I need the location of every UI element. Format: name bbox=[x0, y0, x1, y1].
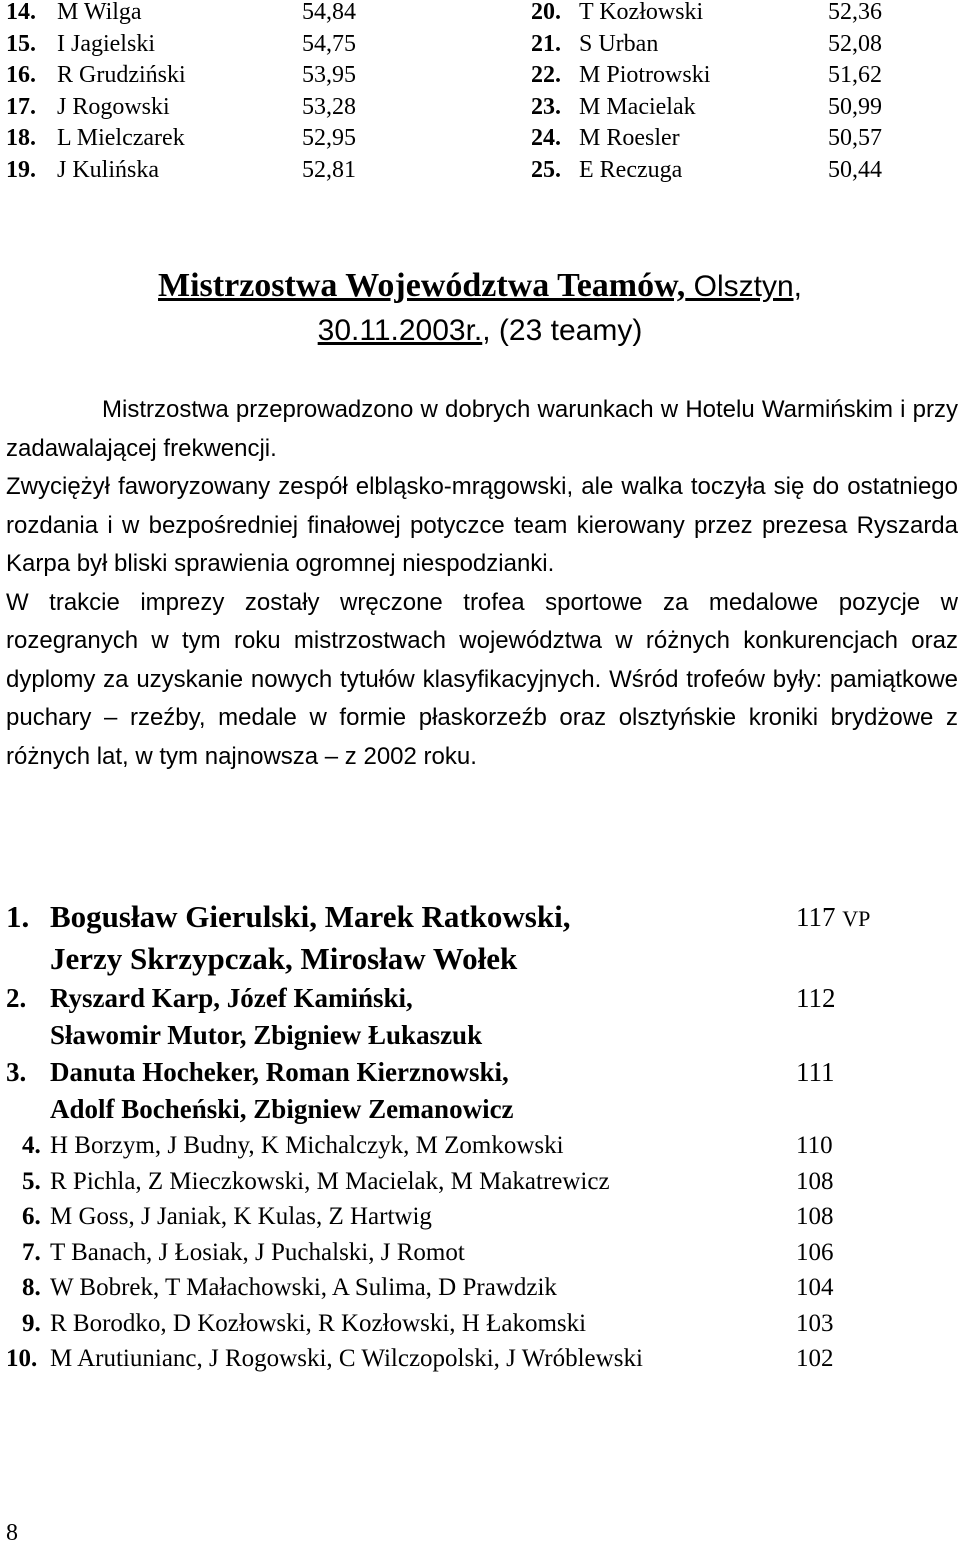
player-name: E Reczuga bbox=[579, 156, 683, 183]
result-row bbox=[6, 1054, 946, 1091]
player-name: M Wilga bbox=[57, 0, 142, 25]
score: 112 bbox=[796, 983, 836, 1013]
result-row bbox=[6, 1199, 946, 1235]
heading-city: Olsztyn, bbox=[685, 270, 802, 303]
team-names: Sławomir Mutor, Zbigniew Łukaszuk bbox=[50, 1020, 483, 1050]
result-row bbox=[6, 1341, 946, 1377]
score: 108 bbox=[796, 1167, 834, 1195]
result-row-continuation bbox=[6, 1017, 946, 1054]
rank: 20. bbox=[531, 0, 561, 25]
rank: 23. bbox=[531, 93, 561, 120]
score bbox=[796, 896, 870, 940]
rank: 7. bbox=[22, 1238, 41, 1266]
rank: 15. bbox=[6, 30, 36, 57]
score: 110 bbox=[796, 1132, 833, 1159]
team-names: Adolf Bocheński, Zbigniew Zemanowicz bbox=[50, 1094, 514, 1124]
score: 108 bbox=[796, 1203, 834, 1230]
top-results-row bbox=[6, 155, 936, 187]
player-name: S Urban bbox=[579, 30, 659, 57]
rank: 4. bbox=[22, 1132, 41, 1159]
player-name: J Kulińska bbox=[57, 156, 159, 183]
score: 50,99 bbox=[828, 93, 882, 120]
score: 52,08 bbox=[828, 30, 882, 57]
score: 102 bbox=[796, 1345, 834, 1372]
section-heading bbox=[0, 264, 960, 309]
team-names: Jerzy Skrzypczak, Mirosław Wołek bbox=[50, 941, 518, 976]
score: 52,81 bbox=[302, 156, 356, 183]
heading-date: 30.11.2003r. bbox=[317, 314, 483, 347]
result-row-continuation bbox=[6, 938, 946, 980]
player-name: I Jagielski bbox=[57, 30, 155, 57]
article-body bbox=[6, 391, 958, 776]
score: 103 bbox=[796, 1309, 834, 1337]
score: 50,57 bbox=[828, 125, 882, 151]
top-results-row bbox=[6, 60, 936, 92]
paragraph: Zwyciężył faworyzowany zespół elbląsko-mrągowski, ale walka toczyła się do ostatniego rozdania i w bezpośredniej finałowej potyczce team kierowany przez prezesa Ryszarda Karpa był bliski sprawienia ogromnej niespodzianki. bbox=[6, 473, 958, 577]
top-results-row bbox=[6, 29, 936, 61]
player-name: R Grudziński bbox=[57, 62, 186, 88]
section-heading-date bbox=[0, 309, 960, 353]
rank: 17. bbox=[6, 93, 36, 120]
result-row bbox=[6, 1306, 946, 1342]
score-unit: VP bbox=[842, 906, 871, 931]
player-name: M Piotrowski bbox=[579, 62, 711, 88]
score: 52,95 bbox=[302, 125, 356, 151]
rank: 21. bbox=[531, 30, 561, 57]
score: 54,84 bbox=[302, 0, 356, 25]
rank: 14. bbox=[6, 0, 36, 25]
result-row bbox=[6, 980, 946, 1017]
rank: 18. bbox=[6, 125, 36, 151]
rank: 3. bbox=[6, 1057, 27, 1087]
team-names: Ryszard Karp, Józef Kamiński, bbox=[50, 983, 413, 1013]
rank: 2. bbox=[6, 983, 27, 1013]
page-number: 8 bbox=[6, 1520, 18, 1546]
player-name: J Rogowski bbox=[57, 93, 170, 120]
team-names: M Goss, J Janiak, K Kulas, Z Hartwig bbox=[50, 1203, 432, 1230]
rank: 19. bbox=[6, 156, 36, 183]
score: 53,28 bbox=[302, 93, 356, 120]
score: 106 bbox=[796, 1238, 834, 1266]
result-row bbox=[6, 1235, 946, 1271]
rank: 25. bbox=[531, 156, 561, 183]
team-results-list bbox=[6, 896, 946, 1377]
result-row-continuation bbox=[6, 1091, 946, 1128]
team-names: M Arutiunianc, J Rogowski, C Wilczopolski, J Wróblewski bbox=[50, 1345, 643, 1372]
player-name: M Roesler bbox=[579, 125, 680, 151]
player-name: M Macielak bbox=[579, 93, 696, 120]
team-names: R Pichla, Z Mieczkowski, M Macielak, M Makatrewicz bbox=[50, 1167, 610, 1195]
team-names: Bogusław Gierulski, Marek Ratkowski, bbox=[50, 899, 571, 934]
score: 52,36 bbox=[828, 0, 882, 25]
player-name: L Mielczarek bbox=[57, 125, 185, 151]
rank: 1. bbox=[6, 899, 30, 934]
score: 53,95 bbox=[302, 62, 356, 88]
player-name: T Kozłowski bbox=[579, 0, 704, 25]
heading-title: Mistrzostwa Województwa Teamów, bbox=[158, 267, 686, 304]
paragraph: W trakcie imprezy zostały wręczone trofea sportowe za medalowe pozycje w rozegranych w tym roku mistrzostwach województwa w różnych konkurencjach oraz dyplomy za uzyskanie nowych tytułów klasyfikacyjnych. Wśród trofeów były: pamiątkowe puchary – rzeźby, medale w formie płaskorzeźb oraz olsztyńskie kroniki brydżowe z różnych lat, w tym najnowsza – z 2002 roku. bbox=[6, 588, 958, 770]
score: 104 bbox=[796, 1274, 834, 1301]
team-names: T Banach, J Łosiak, J Puchalski, J Romot bbox=[50, 1238, 465, 1266]
rank: 9. bbox=[22, 1309, 41, 1337]
score: 111 bbox=[796, 1057, 835, 1087]
team-names: Danuta Hocheker, Roman Kierznowski, bbox=[50, 1057, 509, 1087]
team-names: W Bobrek, T Małachowski, A Sulima, D Prawdzik bbox=[50, 1274, 557, 1301]
result-row bbox=[6, 896, 946, 938]
team-names: R Borodko, D Kozłowski, R Kozłowski, H Łakomski bbox=[50, 1309, 587, 1337]
top-results-row bbox=[6, 123, 936, 155]
score-value: 117 bbox=[796, 902, 836, 932]
rank: 6. bbox=[22, 1203, 41, 1230]
rank: 16. bbox=[6, 62, 36, 88]
rank: 22. bbox=[531, 62, 561, 88]
top-results-row bbox=[6, 92, 936, 124]
score: 54,75 bbox=[302, 30, 356, 57]
heading-teams: , (23 teamy) bbox=[482, 314, 643, 347]
paragraph: Mistrzostwa przeprowadzono w dobrych warunkach w Hotelu Warmińskim i przy zadawalającej frekwencji. bbox=[6, 396, 958, 462]
top-results-row bbox=[6, 0, 936, 29]
result-row bbox=[6, 1128, 946, 1164]
rank: 10. bbox=[6, 1345, 38, 1372]
rank: 8. bbox=[22, 1274, 41, 1301]
rank: 24. bbox=[531, 125, 561, 151]
score: 51,62 bbox=[828, 62, 882, 88]
rank: 5. bbox=[22, 1167, 41, 1195]
top-results-list bbox=[6, 0, 936, 186]
score: 50,44 bbox=[828, 156, 882, 183]
result-row bbox=[6, 1270, 946, 1306]
result-row bbox=[6, 1164, 946, 1200]
team-names: H Borzym, J Budny, K Michalczyk, M Zomkowski bbox=[50, 1132, 564, 1159]
